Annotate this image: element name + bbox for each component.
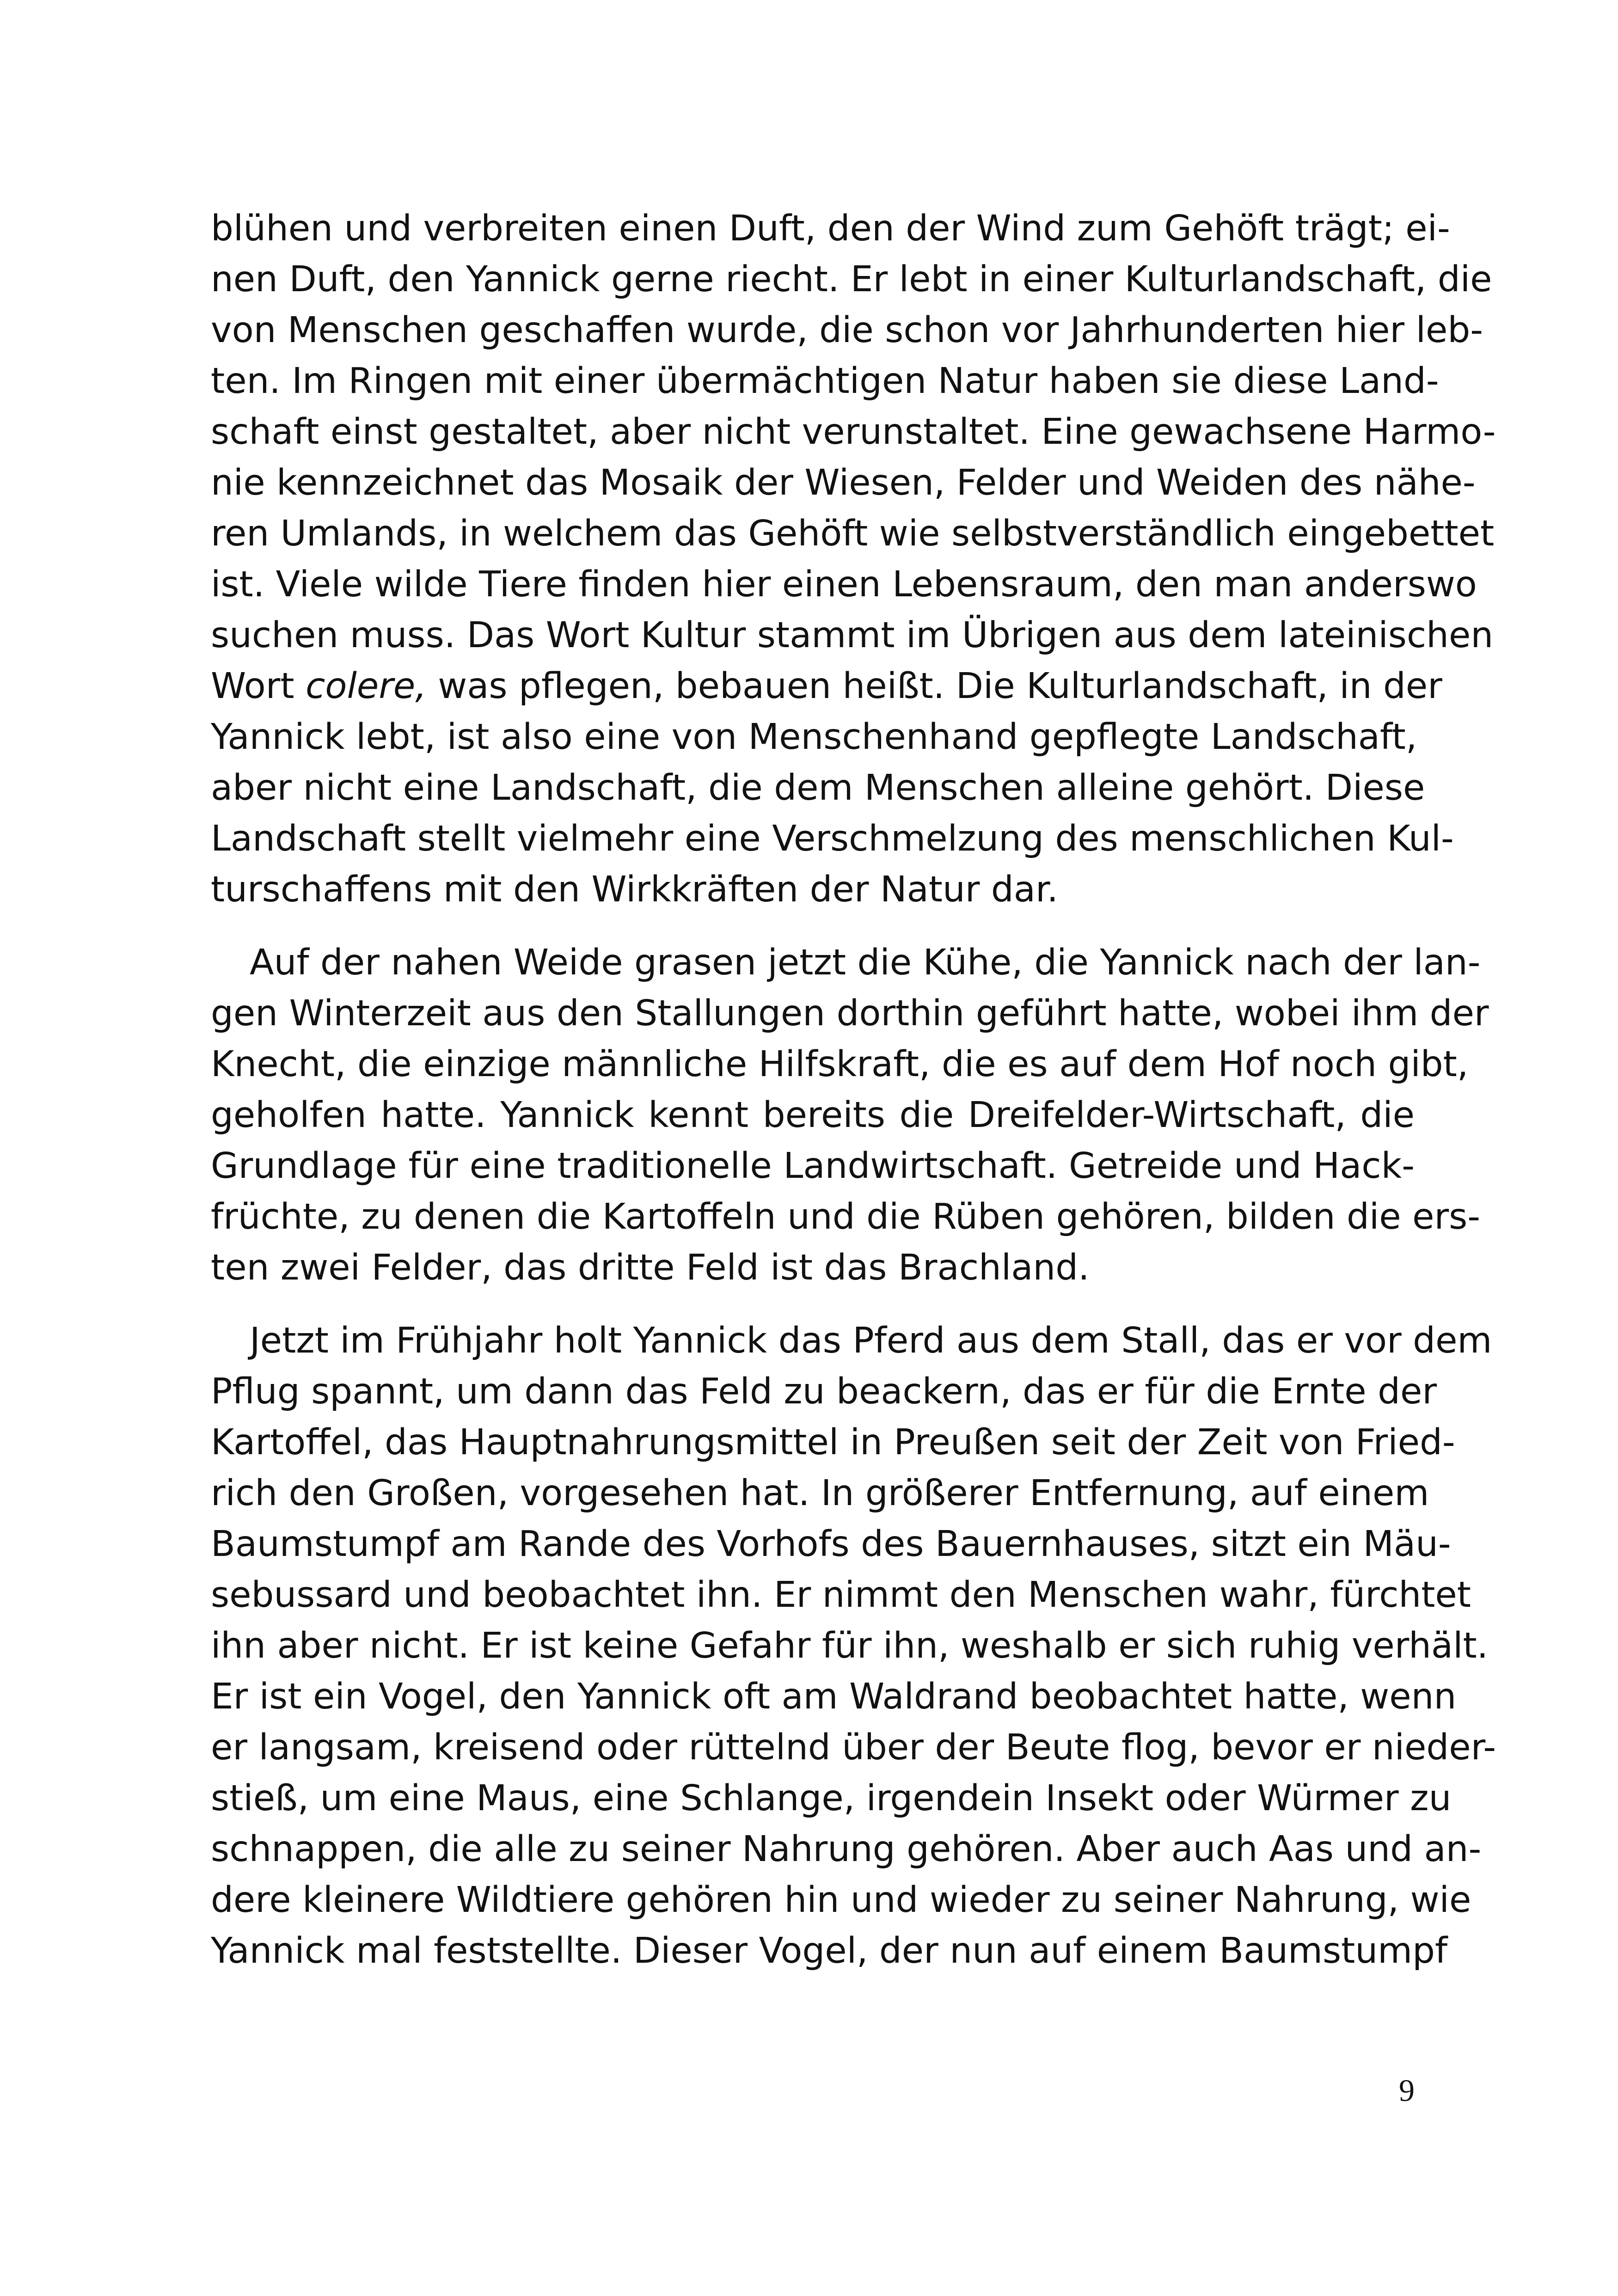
text-line: Pflug spannt, um dann das Feld zu beackern, das er für die Ernte der [211, 1371, 1437, 1412]
text-line: Grundlage für eine traditionelle Landwirtschaft. Getreide und Hack- [211, 1145, 1415, 1187]
text-line: von Menschen geschaffen wurde, die schon vor Jahrhunderten hier leb- [211, 310, 1483, 351]
text-line: Yannick lebt, ist also eine von Menschenhand gepflegte Landschaft, [211, 716, 1417, 758]
text-line: dere kleinere Wildtiere gehören hin und wieder zu seiner Nahrung, wie [211, 1880, 1471, 1921]
text-line: früchte, zu denen die Kartoffeln und die Rüben gehören, bilden die ers- [211, 1196, 1481, 1237]
text-line: geholfen hatte. Yannick kennt bereits die Dreifelder-Wirtschaft, die [211, 1095, 1415, 1136]
text-line: Baumstumpf am Rande des Vorhofs des Bauernhauses, sitzt ein Mäu- [211, 1524, 1451, 1565]
text-line: rich den Großen, vorgesehen hat. In größerer Entfernung, auf einem [211, 1473, 1429, 1514]
page-number: 9 [1399, 2073, 1415, 2108]
text-line: turschaffens mit den Wirkkräften der Natur dar. [211, 869, 1059, 910]
text-line: ten zwei Felder, das dritte Feld ist das Brachland. [211, 1247, 1090, 1288]
text-line: Landschaft stellt vielmehr eine Verschmelzung des menschlichen Kul- [211, 818, 1454, 859]
text-line: sebussard und beobachtet ihn. Er nimmt den Menschen wahr, fürchtet [211, 1574, 1471, 1616]
text-line: blühen und verbreiten einen Duft, den der Wind zum Gehöft trägt; ei- [211, 208, 1450, 249]
text-line: Kartoffel, das Hauptnahrungsmittel in Preußen seit der Zeit von Fried- [211, 1422, 1455, 1463]
text-fragment: was pflegen, bebauen heißt. Die Kulturlandschaft, in der [426, 666, 1442, 707]
paragraph-1 [211, 203, 1496, 915]
text-line: Yannick mal feststellte. Dieser Vogel, der nun auf einem Baumstumpf [211, 1930, 1448, 1971]
paragraph-gap [211, 1293, 1415, 1316]
text-line: schaft einst gestaltet, aber nicht verunstaltet. Eine gewachsene Harmo- [211, 411, 1496, 453]
text-line: nen Duft, den Yannick gerne riecht. Er lebt in einer Kulturlandschaft, die [211, 259, 1492, 300]
text-line: aber nicht eine Landschaft, die dem Menschen alleine gehört. Diese [211, 767, 1425, 808]
text-line: suchen muss. Das Wort Kultur stammt im Übrigen aus dem lateinischen [211, 615, 1494, 656]
paragraph-gap [211, 915, 1415, 937]
text-line: nie kennzeichnet das Mosaik der Wiesen, Felder und Weiden des nähe- [211, 462, 1476, 503]
text-line: ist. Viele wilde Tiere finden hier einen Lebensraum, den man anderswo [211, 564, 1477, 605]
text-line: stieß, um eine Maus, eine Schlange, irgendein Insekt oder Würmer zu [211, 1778, 1452, 1819]
text-line: Er ist ein Vogel, den Yannick oft am Waldrand beobachtet hatte, wenn [211, 1676, 1457, 1717]
paragraph-3 [211, 1316, 1496, 1977]
text-line: er langsam, kreisend oder rüttelnd über der Beute flog, bevor er nieder- [211, 1727, 1496, 1768]
text-fragment: Wort [211, 666, 306, 707]
text-line: ten. Im Ringen mit einer übermächtigen Natur haben sie diese Land- [211, 361, 1439, 402]
text-line-with-italic [211, 661, 1442, 712]
text-line: ren Umlands, in welchem das Gehöft wie selbstverständlich eingebettet [211, 513, 1495, 554]
paragraph-2 [211, 937, 1489, 1293]
text-line: Auf der nahen Weide grasen jetzt die Kühe, die Yannick nach der lan- [250, 942, 1481, 983]
text-line: schnappen, die alle zu seiner Nahrung gehören. Aber auch Aas und an- [211, 1829, 1482, 1870]
italic-term: colere, [306, 666, 427, 707]
text-line: Knecht, die einzige männliche Hilfskraft, die es auf dem Hof noch gibt, [211, 1044, 1469, 1085]
body-text [211, 203, 1496, 1977]
text-line: Jetzt im Frühjahr holt Yannick das Pferd aus dem Stall, das er vor dem [250, 1320, 1492, 1361]
text-line: ihn aber nicht. Er ist keine Gefahr für ihn, weshalb er sich ruhig verhält. [211, 1625, 1489, 1666]
text-line: gen Winterzeit aus den Stallungen dorthin geführt hatte, wobei ihm der [211, 993, 1489, 1034]
